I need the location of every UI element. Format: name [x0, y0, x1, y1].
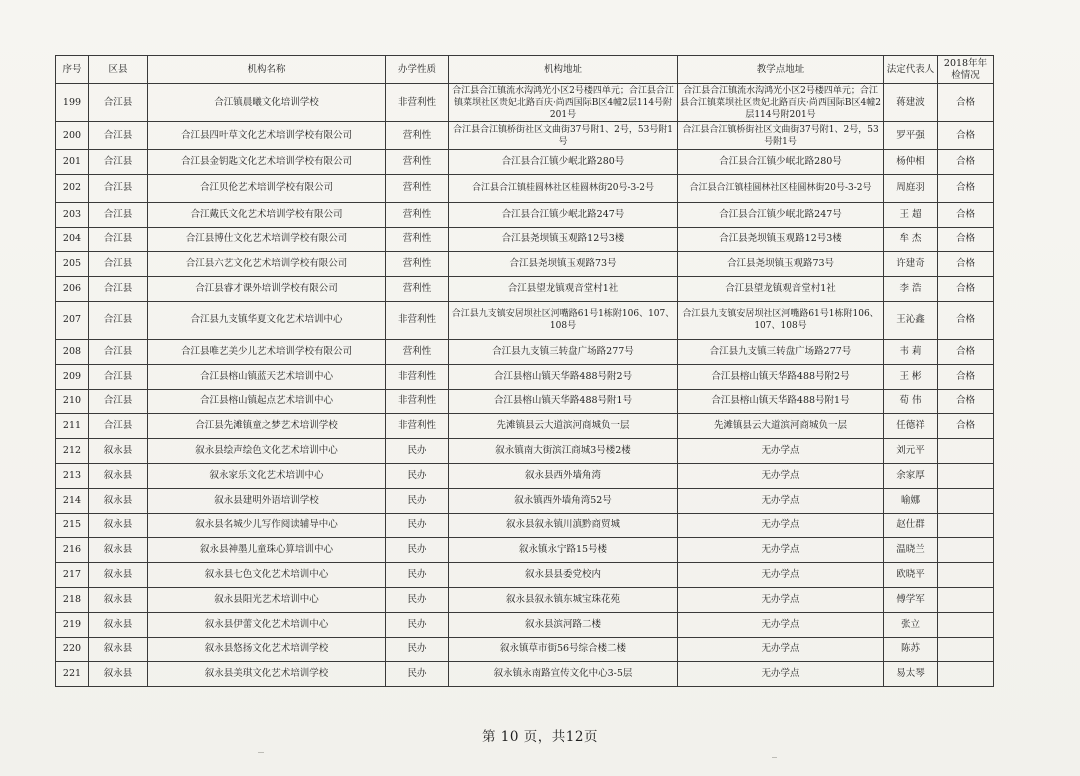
serial-cell: 210 [56, 389, 89, 414]
table-row [56, 84, 994, 122]
institution-name-cell: 叙永县绘声绘色文化艺术培训中心 [148, 439, 386, 464]
legal-rep-cell: 易太琴 [884, 662, 938, 687]
column-header: 办学性质 [386, 56, 449, 84]
serial-cell: 218 [56, 587, 89, 612]
legal-rep-cell: 余家厚 [884, 463, 938, 488]
nature-cell: 营利性 [386, 150, 449, 175]
address-cell: 叙永镇西外墙角湾52号 [449, 488, 678, 513]
address-cell: 叙永县叙永镇东城宝珠花苑 [449, 587, 678, 612]
inspection-cell: 合格 [938, 414, 994, 439]
inspection-cell: 合格 [938, 174, 994, 202]
legal-rep-cell: 牟 杰 [884, 227, 938, 252]
table-row [56, 662, 994, 687]
nature-cell: 民办 [386, 488, 449, 513]
scan-mark [258, 752, 264, 753]
address-cell: 合江县尧坝镇玉观路12号3楼 [449, 227, 678, 252]
table-row [56, 637, 994, 662]
teaching-site-cell: 合江县合江镇桂圆林社区桂圆林街20号-3-2号 [678, 174, 884, 202]
legal-rep-cell: 许建奇 [884, 252, 938, 277]
nature-cell: 非营利性 [386, 389, 449, 414]
teaching-site-cell: 无办学点 [678, 538, 884, 563]
inspection-cell [938, 612, 994, 637]
teaching-site-cell: 合江县榕山镇天华路488号附1号 [678, 389, 884, 414]
address-cell: 叙永县叙永镇川滇黔商贸城 [449, 513, 678, 538]
inspection-cell [938, 637, 994, 662]
county-cell: 合江县 [89, 389, 148, 414]
column-header: 区县 [89, 56, 148, 84]
institution-name-cell: 叙永县建明外语培训学校 [148, 488, 386, 513]
teaching-site-cell: 合江县合江镇桥街社区文曲街37号附1、2号，53号附1号 [678, 122, 884, 150]
institution-name-cell: 合江县榕山镇蓝天艺术培训中心 [148, 364, 386, 389]
nature-cell: 非营利性 [386, 364, 449, 389]
inspection-cell: 合格 [938, 150, 994, 175]
institution-name-cell: 叙永县伊蕾文化艺术培训中心 [148, 612, 386, 637]
legal-rep-cell: 赵仕群 [884, 513, 938, 538]
column-header: 机构名称 [148, 56, 386, 84]
institution-name-cell: 叙永县阳光艺术培训中心 [148, 587, 386, 612]
serial-cell: 212 [56, 439, 89, 464]
table-row [56, 414, 994, 439]
legal-rep-cell: 周庭羽 [884, 174, 938, 202]
table-row [56, 439, 994, 464]
nature-cell: 民办 [386, 662, 449, 687]
county-cell: 合江县 [89, 174, 148, 202]
county-cell: 合江县 [89, 150, 148, 175]
nature-cell: 营利性 [386, 227, 449, 252]
address-cell: 叙永镇草市街56号综合楼二楼 [449, 637, 678, 662]
table-header [56, 56, 994, 84]
table-row [56, 301, 994, 339]
header-row [56, 56, 994, 84]
teaching-site-cell: 无办学点 [678, 563, 884, 588]
table-row [56, 252, 994, 277]
table-row [56, 563, 994, 588]
institution-name-cell: 叙永县七色文化艺术培训中心 [148, 563, 386, 588]
column-header: 教学点地址 [678, 56, 884, 84]
county-cell: 合江县 [89, 364, 148, 389]
address-cell: 叙永镇永南路宣传文化中心3-5层 [449, 662, 678, 687]
table-row [56, 389, 994, 414]
table-row [56, 538, 994, 563]
inspection-cell [938, 488, 994, 513]
address-cell: 合江县尧坝镇玉观路73号 [449, 252, 678, 277]
county-cell: 叙永县 [89, 538, 148, 563]
table-row [56, 277, 994, 302]
inspection-cell: 合格 [938, 122, 994, 150]
county-cell: 叙永县 [89, 439, 148, 464]
legal-rep-cell: 陈苏 [884, 637, 938, 662]
address-cell: 合江县合江镇桂圆林社区桂圆林街20号-3-2号 [449, 174, 678, 202]
nature-cell: 非营利性 [386, 301, 449, 339]
nature-cell: 营利性 [386, 122, 449, 150]
table-row [56, 612, 994, 637]
address-cell: 合江县合江镇少岷北路247号 [449, 202, 678, 227]
column-header: 法定代表人 [884, 56, 938, 84]
institution-name-cell: 合江县先滩镇童之梦艺术培训学校 [148, 414, 386, 439]
institution-name-cell: 合江戴氏文化艺术培训学校有限公司 [148, 202, 386, 227]
inspection-cell: 合格 [938, 339, 994, 364]
county-cell: 叙永县 [89, 587, 148, 612]
legal-rep-cell: 李 浩 [884, 277, 938, 302]
serial-cell: 208 [56, 339, 89, 364]
inspection-cell [938, 513, 994, 538]
scan-mark [772, 757, 777, 758]
nature-cell: 营利性 [386, 202, 449, 227]
inspection-cell [938, 587, 994, 612]
inspection-cell: 合格 [938, 277, 994, 302]
serial-cell: 214 [56, 488, 89, 513]
table-row [56, 463, 994, 488]
address-cell: 先滩镇县云大道滨河商城负一层 [449, 414, 678, 439]
teaching-site-cell: 合江县望龙镇观音堂村1社 [678, 277, 884, 302]
institution-name-cell: 合江县榕山镇起点艺术培训中心 [148, 389, 386, 414]
teaching-site-cell: 无办学点 [678, 439, 884, 464]
nature-cell: 营利性 [386, 252, 449, 277]
table-body [56, 84, 994, 687]
county-cell: 叙永县 [89, 612, 148, 637]
county-cell: 合江县 [89, 122, 148, 150]
teaching-site-cell: 合江县榕山镇天华路488号附2号 [678, 364, 884, 389]
legal-rep-cell: 张立 [884, 612, 938, 637]
table-row [56, 227, 994, 252]
institution-name-cell: 合江县六艺文化艺术培训学校有限公司 [148, 252, 386, 277]
inspection-cell [938, 463, 994, 488]
serial-cell: 221 [56, 662, 89, 687]
serial-cell: 207 [56, 301, 89, 339]
county-cell: 叙永县 [89, 662, 148, 687]
serial-cell: 205 [56, 252, 89, 277]
institution-name-cell: 合江县睿才课外培训学校有限公司 [148, 277, 386, 302]
inspection-cell [938, 538, 994, 563]
inspection-cell: 合格 [938, 301, 994, 339]
legal-rep-cell: 欧晓平 [884, 563, 938, 588]
teaching-site-cell: 合江县合江镇少岷北路247号 [678, 202, 884, 227]
inspection-cell: 合格 [938, 364, 994, 389]
legal-rep-cell: 温晓兰 [884, 538, 938, 563]
serial-cell: 213 [56, 463, 89, 488]
county-cell: 合江县 [89, 227, 148, 252]
inspection-cell: 合格 [938, 389, 994, 414]
column-header: 2018年年检情况 [938, 56, 994, 84]
nature-cell: 民办 [386, 439, 449, 464]
institution-name-cell: 叙永家乐文化艺术培训中心 [148, 463, 386, 488]
nature-cell: 非营利性 [386, 414, 449, 439]
teaching-site-cell: 合江县九支镇三转盘广场路277号 [678, 339, 884, 364]
legal-rep-cell: 韦 莉 [884, 339, 938, 364]
teaching-site-cell: 无办学点 [678, 488, 884, 513]
address-cell: 合江县合江镇流水沟鸿光小区2号楼四单元；合江县合江镇菜坝社区贵妃北路百庆·尚西国际B区4幢2层114号附201号 [449, 84, 678, 122]
teaching-site-cell: 无办学点 [678, 662, 884, 687]
nature-cell: 民办 [386, 587, 449, 612]
institution-name-cell: 合江县四叶草文化艺术培训学校有限公司 [148, 122, 386, 150]
serial-cell: 215 [56, 513, 89, 538]
address-cell: 叙永镇南大街滨江商城3号楼2楼 [449, 439, 678, 464]
teaching-site-cell: 合江县合江镇流水沟鸿光小区2号楼四单元；合江县合江镇菜坝社区贵妃北路百庆·尚西国际B区4幢2层114号附201号 [678, 84, 884, 122]
legal-rep-cell: 荀 伟 [884, 389, 938, 414]
serial-cell: 220 [56, 637, 89, 662]
teaching-site-cell: 合江县九支镇安居坝社区河嘴路61号1栋附106、107、108号 [678, 301, 884, 339]
table-row [56, 488, 994, 513]
table-row [56, 339, 994, 364]
county-cell: 合江县 [89, 252, 148, 277]
legal-rep-cell: 杨仲相 [884, 150, 938, 175]
nature-cell: 营利性 [386, 277, 449, 302]
institution-name-cell: 合江县唯艺美少儿艺术培训学校有限公司 [148, 339, 386, 364]
inspection-cell [938, 439, 994, 464]
teaching-site-cell: 无办学点 [678, 587, 884, 612]
county-cell: 合江县 [89, 277, 148, 302]
county-cell: 合江县 [89, 339, 148, 364]
address-cell: 合江县九支镇三转盘广场路277号 [449, 339, 678, 364]
county-cell: 叙永县 [89, 463, 148, 488]
legal-rep-cell: 蒋建波 [884, 84, 938, 122]
serial-cell: 203 [56, 202, 89, 227]
institution-name-cell: 合江县博仕文化艺术培训学校有限公司 [148, 227, 386, 252]
table-row [56, 122, 994, 150]
county-cell: 叙永县 [89, 513, 148, 538]
teaching-site-cell: 合江县合江镇少岷北路280号 [678, 150, 884, 175]
county-cell: 合江县 [89, 414, 148, 439]
legal-rep-cell: 王 超 [884, 202, 938, 227]
address-cell: 叙永县滨河路二楼 [449, 612, 678, 637]
column-header: 序号 [56, 56, 89, 84]
address-cell: 合江县九支镇安居坝社区河嘴路61号1栋附106、107、108号 [449, 301, 678, 339]
inspection-cell [938, 563, 994, 588]
address-cell: 叙永县县委党校内 [449, 563, 678, 588]
table-row [56, 202, 994, 227]
county-cell: 叙永县 [89, 637, 148, 662]
address-cell: 合江县合江镇少岷北路280号 [449, 150, 678, 175]
table-row [56, 513, 994, 538]
address-cell: 合江县榕山镇天华路488号附1号 [449, 389, 678, 414]
legal-rep-cell: 王沁鑫 [884, 301, 938, 339]
institution-name-cell: 叙永县名城少儿写作阅读辅导中心 [148, 513, 386, 538]
inspection-cell: 合格 [938, 84, 994, 122]
inspection-cell: 合格 [938, 227, 994, 252]
table-row [56, 364, 994, 389]
serial-cell: 217 [56, 563, 89, 588]
table-row [56, 150, 994, 175]
legal-rep-cell: 任德祥 [884, 414, 938, 439]
nature-cell: 非营利性 [386, 84, 449, 122]
institution-name-cell: 合江县九支镇华夏文化艺术培训中心 [148, 301, 386, 339]
institution-name-cell: 叙永县悠扬文化艺术培训学校 [148, 637, 386, 662]
serial-cell: 216 [56, 538, 89, 563]
institution-register-table [55, 55, 994, 687]
serial-cell: 209 [56, 364, 89, 389]
legal-rep-cell: 王 彬 [884, 364, 938, 389]
page-number: 第 10 页，共12页 [482, 729, 598, 745]
inspection-cell: 合格 [938, 252, 994, 277]
county-cell: 合江县 [89, 301, 148, 339]
teaching-site-cell: 先滩镇县云大道滨河商城负一层 [678, 414, 884, 439]
serial-cell: 201 [56, 150, 89, 175]
address-cell: 叙永县西外墙角湾 [449, 463, 678, 488]
table-row [56, 174, 994, 202]
legal-rep-cell: 喻娜 [884, 488, 938, 513]
serial-cell: 211 [56, 414, 89, 439]
inspection-cell: 合格 [938, 202, 994, 227]
county-cell: 合江县 [89, 84, 148, 122]
nature-cell: 民办 [386, 513, 449, 538]
teaching-site-cell: 无办学点 [678, 513, 884, 538]
legal-rep-cell: 罗平强 [884, 122, 938, 150]
nature-cell: 民办 [386, 463, 449, 488]
address-cell: 合江县望龙镇观音堂村1社 [449, 277, 678, 302]
serial-cell: 199 [56, 84, 89, 122]
serial-cell: 204 [56, 227, 89, 252]
nature-cell: 民办 [386, 612, 449, 637]
institution-name-cell: 合江县金钥匙文化艺术培训学校有限公司 [148, 150, 386, 175]
table-row [56, 587, 994, 612]
serial-cell: 219 [56, 612, 89, 637]
nature-cell: 民办 [386, 563, 449, 588]
institution-name-cell: 叙永县美琪文化艺术培训学校 [148, 662, 386, 687]
institution-name-cell: 合江镇晨曦文化培训学校 [148, 84, 386, 122]
serial-cell: 202 [56, 174, 89, 202]
teaching-site-cell: 无办学点 [678, 463, 884, 488]
address-cell: 合江县榕山镇天华路488号附2号 [449, 364, 678, 389]
inspection-cell [938, 662, 994, 687]
legal-rep-cell: 傅学军 [884, 587, 938, 612]
teaching-site-cell: 无办学点 [678, 637, 884, 662]
institution-name-cell: 叙永县神墨儿童珠心算培训中心 [148, 538, 386, 563]
serial-cell: 200 [56, 122, 89, 150]
address-cell: 叙永镇永宁路15号楼 [449, 538, 678, 563]
nature-cell: 民办 [386, 538, 449, 563]
county-cell: 叙永县 [89, 488, 148, 513]
county-cell: 合江县 [89, 202, 148, 227]
nature-cell: 民办 [386, 637, 449, 662]
serial-cell: 206 [56, 277, 89, 302]
county-cell: 叙永县 [89, 563, 148, 588]
teaching-site-cell: 合江县尧坝镇玉观路12号3楼 [678, 227, 884, 252]
teaching-site-cell: 无办学点 [678, 612, 884, 637]
institution-name-cell: 合江贝伦艺术培训学校有限公司 [148, 174, 386, 202]
legal-rep-cell: 刘元平 [884, 439, 938, 464]
column-header: 机构地址 [449, 56, 678, 84]
nature-cell: 营利性 [386, 339, 449, 364]
address-cell: 合江县合江镇桥街社区文曲街37号附1、2号，53号附1号 [449, 122, 678, 150]
teaching-site-cell: 合江县尧坝镇玉观路73号 [678, 252, 884, 277]
nature-cell: 营利性 [386, 174, 449, 202]
